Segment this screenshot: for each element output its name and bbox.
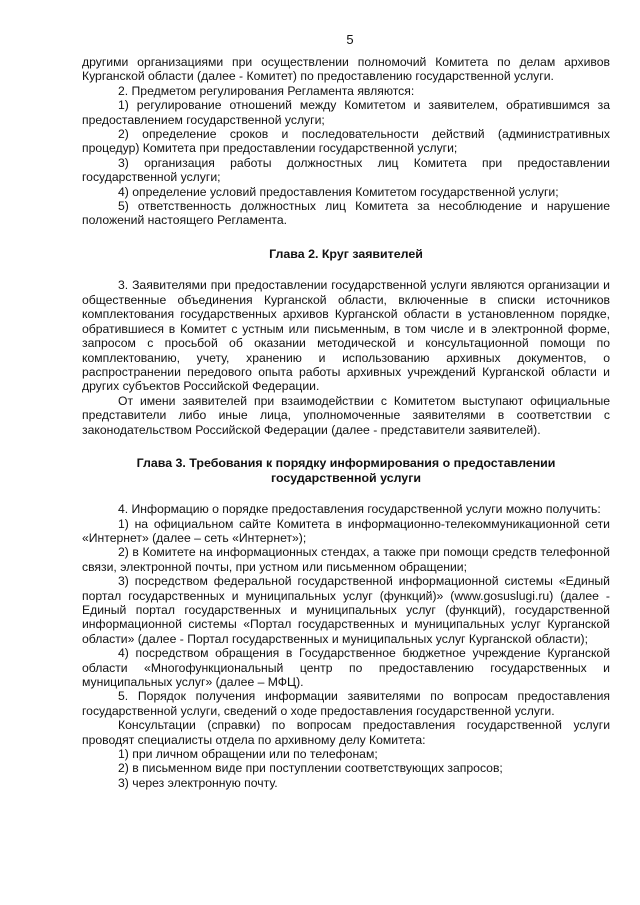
intro-list-item: 4) определение условий предоставления Комитетом государственной услуги; — [118, 184, 559, 199]
chapter-3-paragraph: Консультации (справки) по вопросам предоставления государственной услуги проводят специалисты отдела по архивному делу Комитета: — [82, 718, 610, 747]
chapter-3-list-item: 3) через электронную почту. — [118, 775, 278, 790]
intro-paragraph: 2. Предметом регулирования Регламента являются: — [118, 83, 415, 98]
chapter-3-title-line-1: Глава 3. Требования к порядку информирования о предоставлении — [136, 455, 556, 470]
chapter-2-paragraph: 3. Заявителями при предоставлении государственной услуги являются организации и общественные объединения Курганской области, включенные в списки источников комплектования государственных архивов Курганской области в установленном порядке, обратившиеся в Комитет с устным или письменным, в том числе и в электронной форме, запросом с просьбой об оказании методической и консультационной помощи по комплектованию, учету, хранению и использованию архивных документов, о распространении передового опыта работы архивных учреждений Курганской области и других субъектов Российской Федерации. — [82, 278, 610, 394]
intro-list-item: 3) организация работы должностных лиц Комитета при предоставлении государственной услуги; — [82, 155, 610, 185]
chapter-3-paragraph: 5. Порядок получения информации заявителями по вопросам предоставления государственной услуги, сведений о ходе предоставления государственной услуги. — [82, 689, 610, 718]
chapter-3-title-line-2: государственной услуги — [271, 470, 421, 485]
chapter-2 — [82, 247, 610, 437]
chapter-3 — [82, 456, 610, 790]
chapter-3-list-item: 2) в письменном виде при поступлении соответствующих запросов; — [118, 761, 503, 776]
intro-list-item: 2) определение сроков и последовательности действий (административных процедур) Комитета при предоставлении государственной услуги; — [82, 127, 610, 156]
intro-section — [82, 55, 610, 228]
intro-list-item: 5) ответственность должностных лиц Комитета за несоблюдение и нарушение положений настоящего Регламента. — [82, 199, 610, 228]
intro-continuation: другими организациями при осуществлении полномочий Комитета по делам архивов Курганской области (далее - Комитет) по предоставлению государственной услуги. — [82, 55, 610, 84]
chapter-3-list-item: 3) посредством федеральной государственной информационной системы «Единый портал государственных и муниципальных услуг (функций)» (www.gosuslugi.ru) (далее - Единый портал государственных и муниципальных услуг (функций), государственной информационной системы «Портал государственных и муниципальных услуг Курганской области» (далее - Портал государственных и муниципальных услуг Курганской области); — [82, 574, 610, 646]
chapter-3-list-item: 1) при личном обращении или по телефонам; — [118, 747, 378, 762]
chapter-2-paragraph: От имени заявителей при взаимодействии с Комитетом выступают официальные представители либо иные лица, уполномоченные заявителями в соответствии с законодательством Российской Федерации (далее - представители заявителей). — [82, 393, 610, 437]
chapter-3-list-item: 1) на официальном сайте Комитета в информационно-телекоммуникационной сети «Интернет» (далее – сеть «Интернет»); — [82, 516, 610, 545]
chapter-3-list-item: 4) посредством обращения в Государственное бюджетное учреждение Курганской области «Многофункциональный центр по предоставлению государственных и муниципальных услуг» (далее – МФЦ). — [82, 646, 610, 689]
intro-list-item: 1) регулирование отношений между Комитетом и заявителем, обратившимся за предоставлением государственной услуги; — [82, 98, 610, 127]
chapter-3-list-item: 2) в Комитете на информационных стендах, а также при помощи средств телефонной связи, электронной почты, при устном или письменном обращении; — [82, 545, 610, 574]
page-number: 5 — [346, 32, 354, 47]
chapter-3-paragraph: 4. Информацию о порядке предоставления государственной услуги можно получить: — [118, 502, 601, 517]
chapter-2-title: Глава 2. Круг заявителей — [269, 246, 423, 261]
